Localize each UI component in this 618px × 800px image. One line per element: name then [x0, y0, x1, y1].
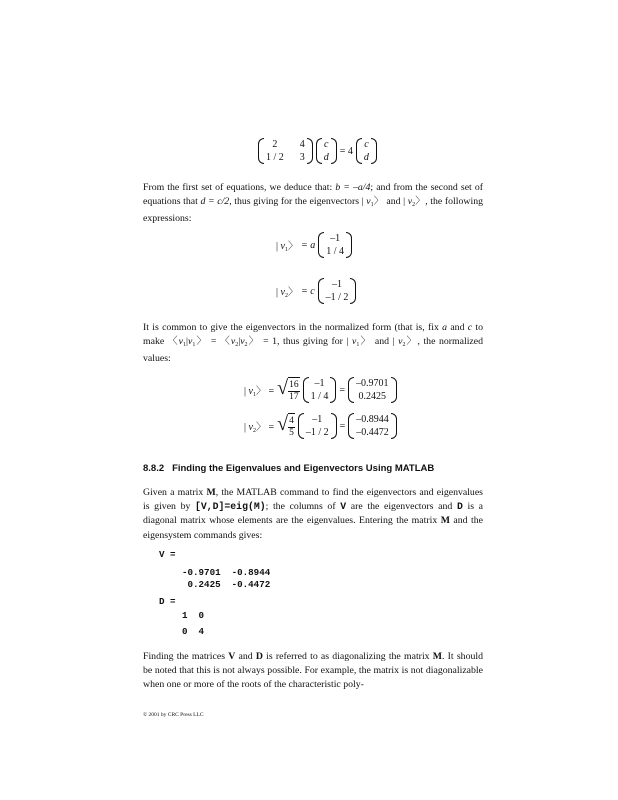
text: and [383, 196, 404, 208]
code-inline: V [340, 501, 347, 513]
text: is a diagonal matrix whose elements are the eigenvalues. Entering the matrix [143, 501, 483, 527]
code-v-row: -0.9701 -0.8944 [182, 567, 271, 578]
text: and [447, 322, 468, 333]
vector [303, 377, 337, 403]
vector [356, 138, 377, 164]
math: b = –a/4 [335, 182, 371, 193]
inner-product: 〈$v_1|v_1$〉 = 〈$v_2|v_2$〉 [167, 336, 264, 349]
vector-cell: d [323, 152, 329, 163]
math-bold: M [206, 487, 216, 498]
denominator: 5 [289, 428, 294, 438]
vector [348, 377, 397, 403]
numerator: 16 [289, 380, 299, 390]
eigen-equation [258, 138, 377, 164]
text: ; the columns of [265, 501, 341, 513]
text: From the first set of equations, we deduce that: [143, 182, 336, 193]
text: , the normalized values: [143, 336, 484, 365]
code-d-row: 1 0 [182, 610, 205, 621]
ket-v2: | $v_2$〉 [392, 336, 418, 349]
v2-equation: | $v_2$〉 = c –1 –1 / 2 [276, 278, 356, 304]
norm-v2-equation: | $v_2$〉 = √ $\frac{4}{5}$ –1 –1 / 2 = –0.8944 –0.4472 [244, 413, 397, 439]
math-bold: M [432, 651, 443, 662]
text: It is common to give the eigenvectors in the normalized form (that is, fix [143, 322, 443, 333]
matrix [258, 138, 313, 164]
matrix-cell: 4 [299, 139, 305, 150]
code-v-row: 0.2425 -0.4472 [182, 579, 271, 590]
ket-v2: | $v_2$〉 [403, 196, 426, 209]
vector-cell: –0.8944 [356, 414, 389, 425]
code-d-label: D = [159, 596, 176, 607]
coefficient: = a [300, 239, 316, 251]
text: Finding the matrices [143, 651, 229, 662]
vector-cell: –1 / 2 [305, 427, 329, 438]
text: . It should be noted that this is not always possible. For example, the matrix is not diagonalizable when one or more of the roots of the characteristic poly- [143, 651, 483, 691]
text: , thus giving for the eigenvectors [229, 196, 362, 208]
vector [316, 138, 337, 164]
paragraph [143, 650, 483, 693]
v1-equation: | $v_1$〉 = a –1 1 / 4 [276, 232, 352, 258]
vector [348, 413, 397, 439]
vector-cell: –1 [332, 279, 343, 290]
code-d-row: 0 4 [182, 626, 205, 637]
vector-cell: 1 / 4 [310, 391, 329, 402]
text: to make [143, 322, 484, 348]
text: = 1, thus giving for [263, 336, 347, 348]
math-bold: V [228, 651, 236, 662]
matrix-cell: 3 [299, 152, 305, 163]
vector-cell: –0.4472 [356, 427, 389, 438]
text: are the eigenvectors and [346, 501, 457, 513]
vector [298, 413, 337, 439]
section-title: Finding the Eigenvalues and Eigenvectors Using MATLAB [172, 463, 435, 474]
symbol: v [280, 241, 285, 252]
text: is referred to as diagonalizing the matrix [262, 651, 433, 662]
text: Given a matrix [143, 487, 207, 498]
text: and [371, 336, 393, 348]
vector [318, 278, 357, 304]
math: a [442, 322, 448, 333]
vector-cell: –1 [314, 378, 325, 389]
matrix-cell: 1 / 2 [266, 152, 284, 163]
section-heading [143, 463, 434, 474]
section-number: 8.8.2 [143, 463, 165, 474]
code-v-label: V = [159, 549, 176, 560]
sqrt: √ $\frac{16}{17}$ [277, 377, 299, 402]
vector-cell: 0.2425 [358, 391, 387, 402]
text: and [235, 651, 256, 662]
paragraph [143, 321, 483, 367]
code-inline: D [456, 501, 463, 513]
text: , the MATLAB command to find the eigenvectors and eigenvalues is given by [143, 487, 483, 513]
vector-cell: c [364, 139, 369, 150]
ket-v1: | $v_1$〉 [361, 196, 384, 209]
text: ; and from the second set of equations that [143, 182, 484, 208]
paragraph [143, 486, 483, 543]
coefficient: = c [300, 285, 315, 297]
matrix-cell: 2 [272, 139, 278, 150]
norm-v1-equation: | $v_1$〉 = √ $\frac{16}{17}$ –1 1 / 4 = –0.9701 0.2425 [244, 377, 397, 403]
code-inline: [V,D]=eig(M) [195, 501, 266, 513]
numerator: 4 [289, 416, 294, 426]
vector-cell: 1 / 4 [326, 246, 344, 257]
subscript: 1 [284, 247, 288, 253]
denominator: 17 [289, 392, 299, 402]
equals-sign: = 4 [339, 145, 353, 157]
math-bold: M [440, 515, 450, 527]
text: , the following expressions: [143, 196, 483, 225]
paragraph [143, 181, 483, 227]
copyright-footer: © 2001 by CRC Press LLC [143, 712, 204, 718]
symbol: v [280, 287, 285, 298]
vector-cell: –0.9701 [356, 378, 389, 389]
text: and the eigensystem commands gives: [143, 515, 483, 541]
math-bold: D [255, 651, 263, 662]
vector-cell: d [363, 152, 369, 163]
math: c [467, 322, 473, 333]
vector-cell: c [324, 139, 329, 150]
ket-v1: | $v_1$〉 [346, 336, 372, 349]
vector-cell: –1 [312, 414, 323, 425]
vector-cell: –1 / 2 [325, 292, 349, 303]
sqrt: √ $\frac{4}{5}$ [277, 413, 294, 438]
math: d = c/2 [200, 196, 230, 208]
vector-cell: –1 [330, 233, 341, 244]
subscript: 2 [284, 293, 288, 299]
vector [318, 232, 352, 258]
